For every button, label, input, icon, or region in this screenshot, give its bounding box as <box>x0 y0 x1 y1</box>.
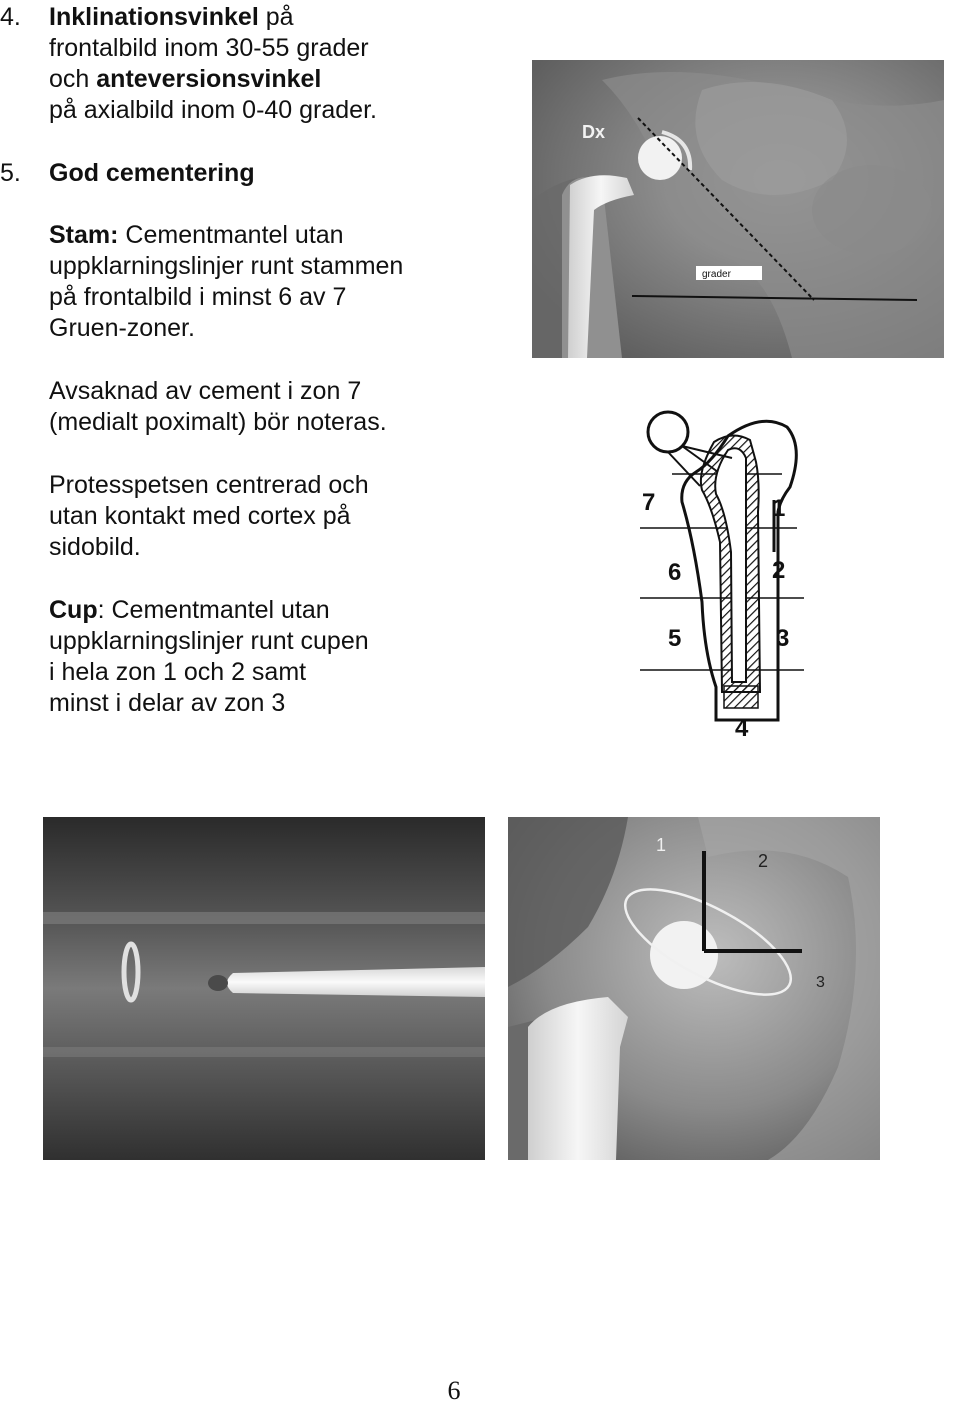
gruen-zone-6-label: 6 <box>668 559 682 586</box>
protes-line-2: utan kontakt med cortex på <box>49 502 351 530</box>
cup-line-2: uppklarningslinjer runt cupen <box>49 627 369 655</box>
inclination-term: Inklinationsvinkel <box>49 3 259 31</box>
stam-line-2: uppklarningslinjer runt stammen <box>49 252 404 280</box>
hip-xray-frontal-drawing <box>532 60 944 358</box>
cup-zone-1-label: 1 <box>656 835 667 855</box>
stam-line-1: Stam: Cementmantel utan <box>49 221 344 249</box>
gruen-zone-7-label: 7 <box>642 489 656 516</box>
item-4-line-4: på axialbild inom 0-40 grader. <box>49 96 377 124</box>
item-4-number: 4. <box>0 3 21 31</box>
cup-zone-2-label: 2 <box>758 851 769 871</box>
gruen-zone-2-label: 2 <box>772 557 786 584</box>
anteversion-term: anteversionsvinkel <box>96 65 322 93</box>
angle-label: grader <box>702 269 731 280</box>
gruen-zone-drawing <box>632 402 822 742</box>
gruen-zone-5-label: 5 <box>668 625 682 652</box>
cup-line-4: minst i delar av zon 3 <box>49 689 286 717</box>
item-5-number: 5. <box>0 159 21 187</box>
cup-line-1: Cup: Cementmantel utan <box>49 596 330 624</box>
gruen-zone-3-label: 3 <box>776 625 790 652</box>
stem-xray-lateral-drawing <box>43 817 485 1160</box>
stam-label: Stam: <box>49 221 119 249</box>
cup-label: Cup <box>49 596 98 624</box>
gruen-zone-4-label: 4 <box>735 715 749 742</box>
page-number: 6 <box>447 1376 461 1405</box>
gruen-zone-diagram <box>632 402 822 742</box>
avsaknad-line-2: (medialt poximalt) bör noteras. <box>49 408 387 436</box>
cup-xray-drawing <box>508 817 880 1160</box>
protes-line-1: Protesspetsen centrerad och <box>49 471 369 499</box>
item-4-line-2: frontalbild inom 30-55 grader <box>49 34 369 62</box>
item-4-line-3: och anteversionsvinkel <box>49 65 322 93</box>
dx-label: Dx <box>582 122 606 142</box>
stam-line-3: på frontalbild i minst 6 av 7 <box>49 283 347 311</box>
hip-xray-frontal-image <box>532 60 944 358</box>
avsaknad-line-1: Avsaknad av cement i zon 7 <box>49 377 362 405</box>
cup-xray-image <box>508 817 880 1160</box>
gruen-zone-1-label: 1 <box>772 495 786 522</box>
cup-zone-3-label: 3 <box>816 974 825 991</box>
item-5-title: God cementering <box>49 159 255 187</box>
item-4-line-1: Inklinationsvinkel på <box>49 3 294 31</box>
protes-line-3: sidobild. <box>49 533 141 561</box>
cup-line-3: i hela zon 1 och 2 samt <box>49 658 307 686</box>
stam-line-4: Gruen-zoner. <box>49 314 195 342</box>
stem-xray-lateral-image <box>43 817 485 1160</box>
